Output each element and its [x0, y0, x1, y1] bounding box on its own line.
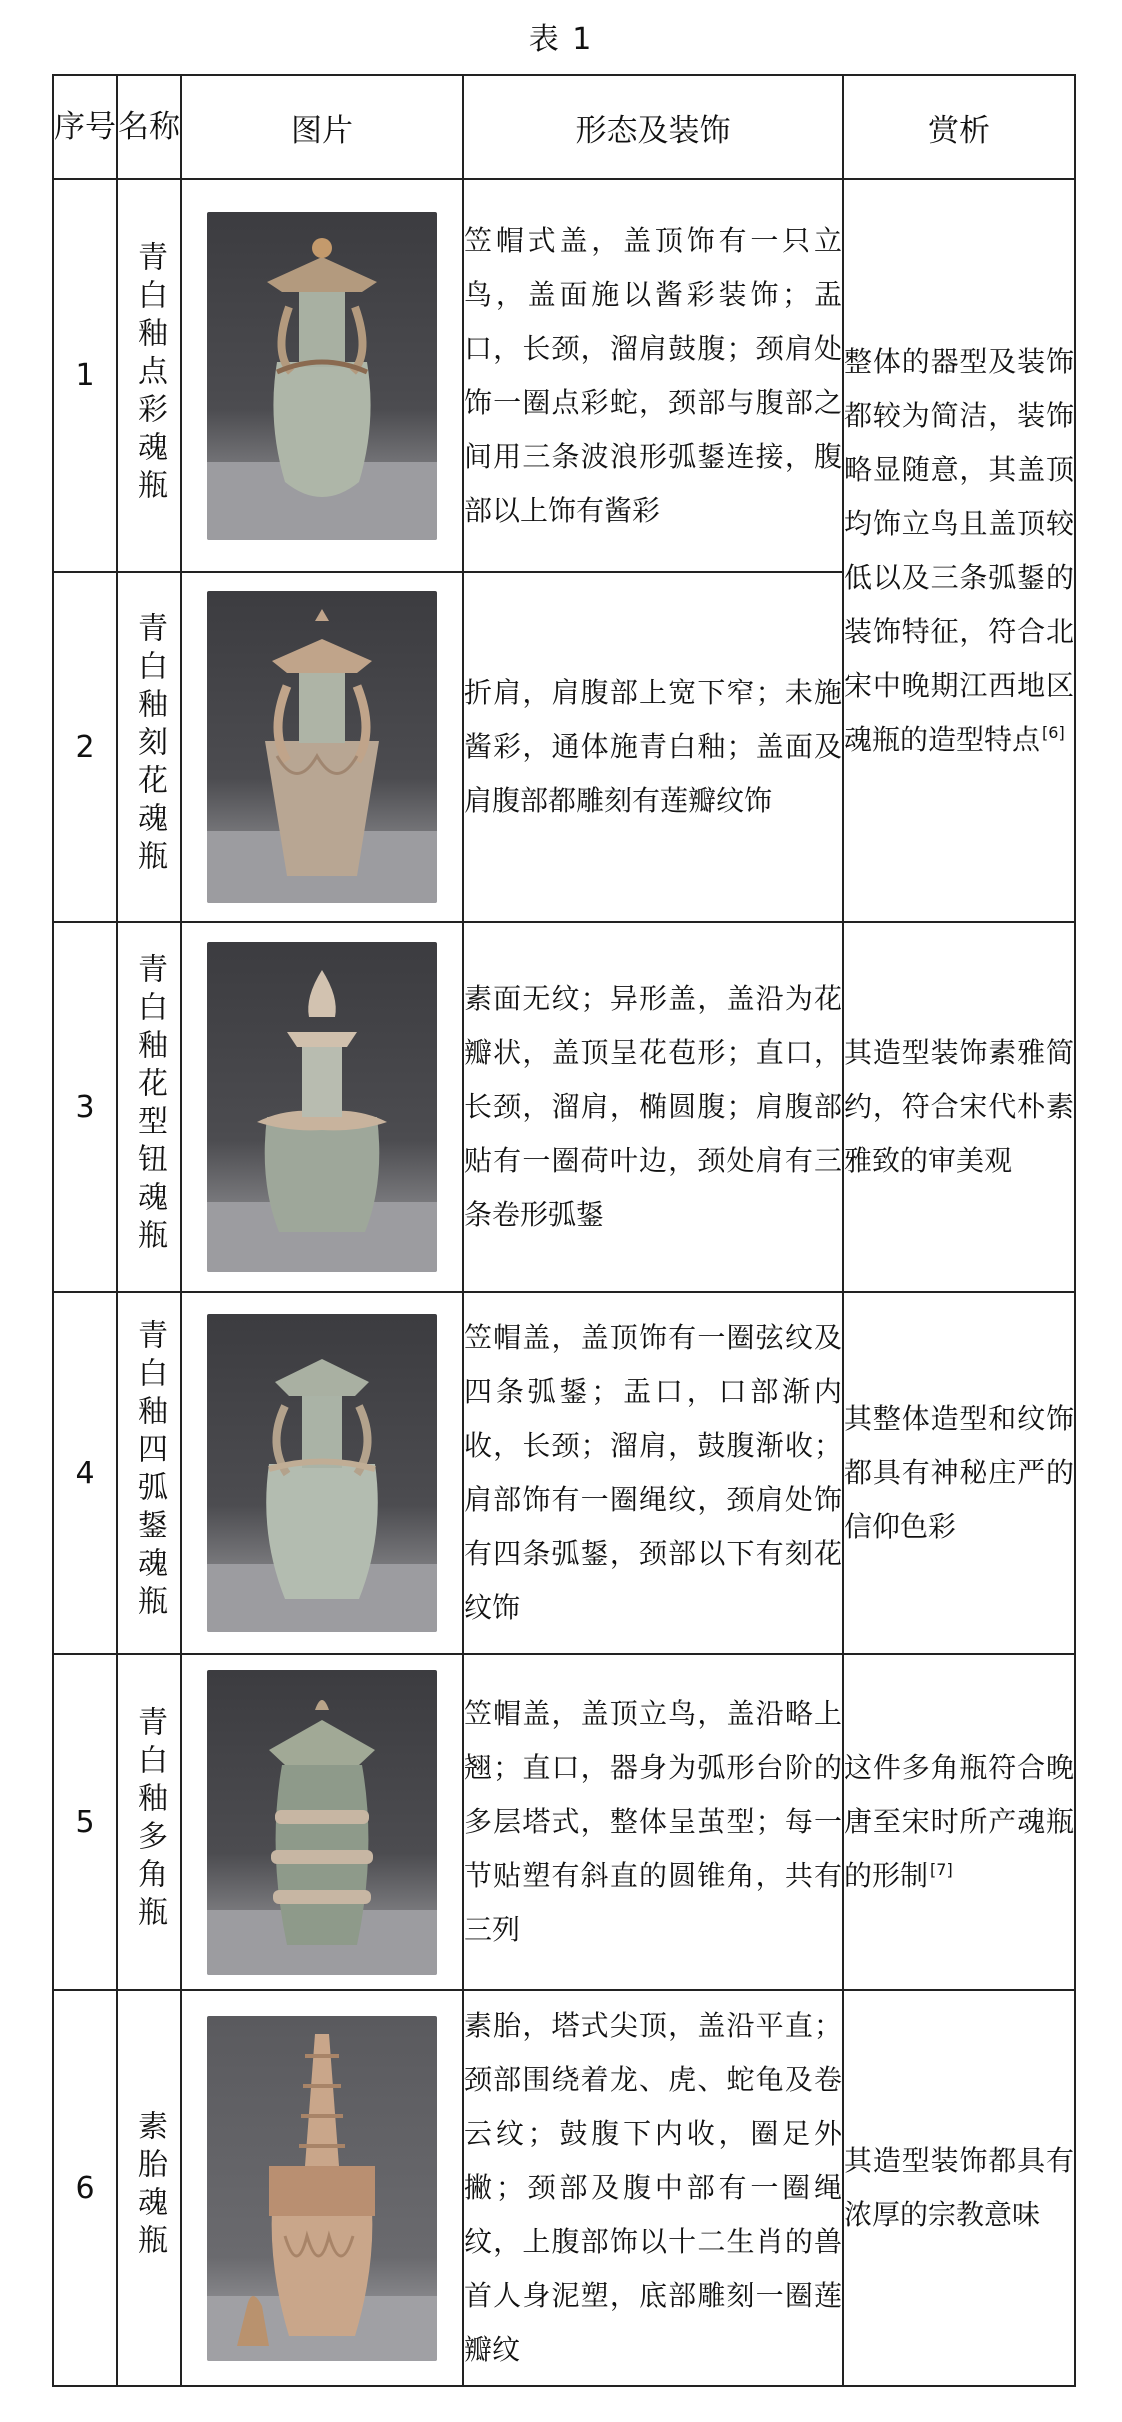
row-image-cell	[181, 1654, 463, 1990]
row-appreciation: 其整体造型和纹饰都具有神秘庄严的信仰色彩	[843, 1292, 1075, 1654]
row-name	[117, 179, 181, 572]
reference-mark: [6]	[1042, 723, 1065, 743]
header-name-label: 名称	[118, 109, 180, 145]
row-appreciation-text: 这件多角瓶符合晚唐至宋时所产魂瓶的形制	[844, 1751, 1074, 1892]
header-index-label: 序号	[54, 109, 116, 145]
vase-illustration	[207, 212, 437, 540]
vase-illustration	[207, 1314, 437, 1632]
row-appreciation: 其造型装饰都具有浓厚的宗教意味	[843, 1990, 1075, 2386]
row-name-text: 青白釉四弧鋬魂瓶	[132, 1319, 167, 1623]
row-name-text: 青白釉点彩魂瓶	[132, 240, 167, 507]
row-image-cell	[181, 179, 463, 572]
row-index: 2	[53, 572, 117, 922]
row-form: 折肩，肩腹部上宽下窄；未施酱彩，通体施青白釉；盖面及肩腹部都雕刻有莲瓣纹饰	[463, 572, 843, 922]
header-form: 形态及装饰	[463, 75, 843, 179]
row-image-cell	[181, 572, 463, 922]
vase-illustration	[207, 1670, 437, 1975]
row-form: 笠帽盖，盖顶饰有一圈弦纹及四条弧鋬；盂口，口部渐内收，长颈；溜肩，鼓腹渐收；肩部饰有一圈绳纹，颈肩处饰有四条弧鋬，颈部以下有刻花纹饰	[463, 1292, 843, 1654]
vase-photo-4	[207, 1314, 437, 1632]
row-name-text: 青白釉多角瓶	[132, 1706, 167, 1934]
row-name	[117, 1292, 181, 1654]
table-row	[53, 1654, 1075, 1990]
row-index: 5	[53, 1654, 117, 1990]
header-row	[53, 75, 1075, 179]
table-row	[53, 922, 1075, 1292]
vase-photo-3	[207, 942, 437, 1272]
vase-illustration	[207, 2016, 437, 2361]
reference-mark: [7]	[930, 1859, 953, 1879]
row-image-cell	[181, 1990, 463, 2386]
artifact-table	[52, 74, 1076, 2387]
header-image: 图片	[181, 75, 463, 179]
row-form: 笠帽盖，盖顶立鸟，盖沿略上翘；直口，器身为弧形台阶的多层塔式，整体呈茧型；每一节贴塑有斜直的圆锥角，共有三列	[463, 1654, 843, 1990]
table-row	[53, 1990, 1075, 2386]
row-form: 素面无纹；异形盖，盖沿为花瓣状，盖顶呈花苞形；直口，长颈，溜肩，椭圆腹；肩腹部贴有一圈荷叶边，颈处肩有三条卷形弧鋬	[463, 922, 843, 1292]
table-row	[53, 179, 1075, 572]
table-row	[53, 1292, 1075, 1654]
row-name-text: 素胎魂瓶	[132, 2110, 167, 2262]
row-name	[117, 1654, 181, 1990]
row-index: 3	[53, 922, 117, 1292]
header-index	[53, 75, 117, 179]
row-image-cell	[181, 922, 463, 1292]
shared-note-text: 整体的器型及装饰都较为简洁，装饰略显随意，其盖顶均饰立鸟且盖顶较低以及三条弧鋬的装饰特征，符合北宋中晚期江西地区魂瓶的造型特点	[844, 344, 1074, 756]
row-name	[117, 922, 181, 1292]
row-name-text: 青白釉刻花魂瓶	[132, 612, 167, 878]
table-caption: 表 1	[528, 22, 594, 57]
row-appreciation	[843, 1654, 1075, 1990]
vase-illustration	[207, 942, 437, 1272]
row-form: 素胎，塔式尖顶，盖沿平直；颈部围绕着龙、虎、蛇龟及卷云纹；鼓腹下内收，圈足外撇；颈部及腹中部有一圈绳纹，上腹部饰以十二生肖的兽首人身泥塑，底部雕刻一圈莲瓣纹	[463, 1990, 843, 2386]
row-index: 6	[53, 1990, 117, 2386]
row-form: 笠帽式盖，盖顶饰有一只立鸟，盖面施以酱彩装饰；盂口，长颈，溜肩鼓腹；颈肩处饰一圈点彩蛇，颈部与腹部之间用三条波浪形弧鋬连接，腹部以上饰有酱彩	[463, 179, 843, 572]
row-image-cell	[181, 1292, 463, 1654]
row-appreciation-shared	[843, 179, 1075, 922]
vase-photo-1	[207, 212, 437, 540]
row-index: 4	[53, 1292, 117, 1654]
row-index: 1	[53, 179, 117, 572]
vase-illustration	[207, 591, 437, 903]
header-name	[117, 75, 181, 179]
vase-photo-2	[207, 591, 437, 903]
row-name-text: 青白釉花型钮魂瓶	[132, 953, 167, 1257]
header-appreciation: 赏析	[843, 75, 1075, 179]
row-name	[117, 1990, 181, 2386]
row-appreciation: 其造型装饰素雅简约，符合宋代朴素雅致的审美观	[843, 922, 1075, 1292]
vase-photo-5	[207, 1670, 437, 1975]
vase-photo-6	[207, 2016, 437, 2361]
row-name	[117, 572, 181, 922]
